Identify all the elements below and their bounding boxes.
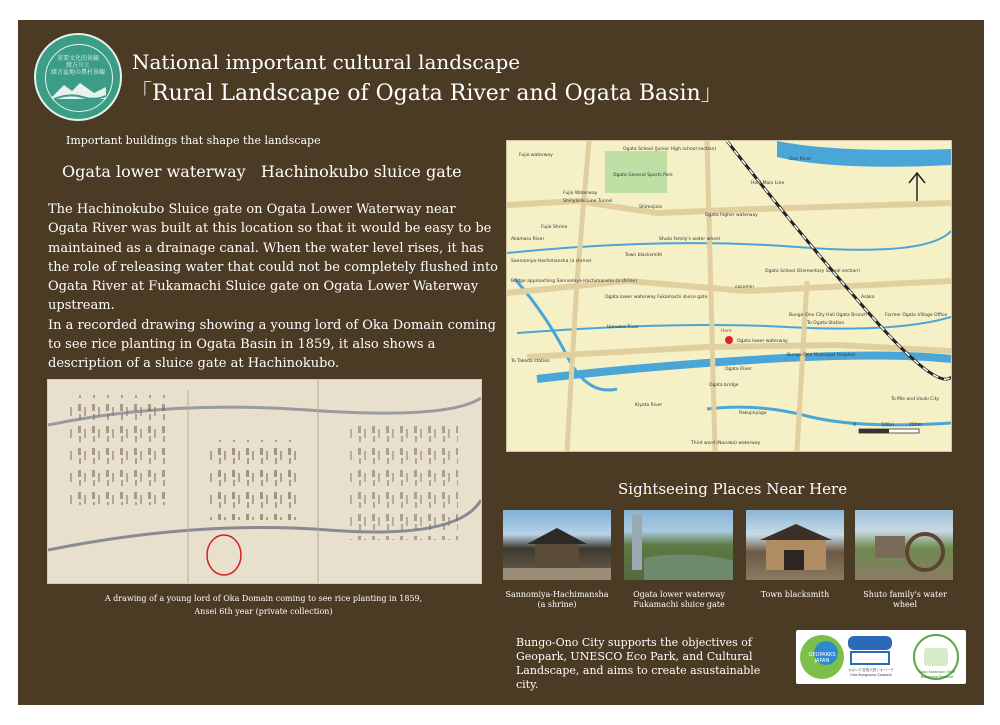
description-paragraph: In a recorded drawing showing a young lord of Oka Domain coming to see rice planting in Ogata Basin in 1859, it also shows a description of a sluice gate at Hachinokubo. xyxy=(48,317,496,372)
footer-statement: Bungo-Ono City supports the objectives of Geopark, UNESCO Eco Park, and Cultural Landscape, and aims to create asustainable city. xyxy=(516,636,761,691)
biosphere-logo-text: Sobo Katamuki Okue Biosphere Reserve xyxy=(918,670,956,679)
photo-caption: Town blacksmith xyxy=(760,590,830,599)
description-text xyxy=(48,200,498,374)
map-label: Fujio Shrine xyxy=(541,225,568,230)
map-label: Ogata School (Junior High school section) xyxy=(623,147,717,152)
description-paragraph: The Hachinokubo Sluice gate on Ogata Lower Waterway near Ogata River was built at this location so that it would be easy to be maintained as a drainage canal. When the water level rises, it has the role of releasing water that could not be completely flushed into Ogata River at Fukamachi Sluice gate on Ogata Lower Waterway upstream. xyxy=(48,202,498,314)
map-label: Asaka xyxy=(861,295,875,300)
map-scale-label: 200m xyxy=(909,423,922,428)
map-label: Ogata lower waterway xyxy=(737,339,788,344)
map-label: Ogata bridge xyxy=(709,383,739,388)
map-label: Ogata higher waterway xyxy=(705,213,758,218)
bungo-ono-geopark-logo-text: おおいた豊後大野ジオパーク Oita Bungoono Geopark xyxy=(848,668,894,677)
map-label: To Takeda station xyxy=(511,359,550,364)
map-label: Ogata lower waterway Fukamachi sluice gate xyxy=(605,295,708,300)
map-label: Bungo-Ono City Hall Ogata Branch xyxy=(789,313,868,318)
cultural-landscape-seal: 重要文化的景観 緒方川と 緒方盆地の農村景観 xyxy=(34,33,122,121)
map-label: Fujio Waterway xyxy=(563,191,598,196)
map-label: Third word (Nonaka) waterway xyxy=(691,441,761,446)
title-line1: National important cultural landscape xyxy=(132,50,521,74)
title-line2: 「Rural Landscape of Ogata River and Ogata Basin」 xyxy=(130,81,723,106)
map-label: Town blacksmith xyxy=(625,253,663,258)
map-label: To Ogata Station xyxy=(807,321,845,326)
map-label: Here xyxy=(721,329,732,334)
photo-caption: Shuto family's water wheel xyxy=(863,590,947,609)
map-label: Ogata River xyxy=(725,367,752,372)
photo-fukamachi xyxy=(624,510,733,580)
map-scale-label: 100m xyxy=(881,423,894,428)
seal-landscape-icon xyxy=(50,79,108,101)
map-label: Shimojizai xyxy=(639,205,662,210)
map-label: Hohi Main Line xyxy=(751,181,785,186)
map-label: Ogata School (Elementary School section) xyxy=(765,269,860,274)
map-label: Uonuma River xyxy=(607,325,639,330)
map-label: Akamaru River xyxy=(511,237,545,242)
area-map xyxy=(506,140,952,452)
map-label: Ogata General Sports Park xyxy=(613,173,673,178)
map-label: Shuto family's water wheel xyxy=(659,237,720,242)
photo-caption: Sannomiya-Hachimansha (a shrine) xyxy=(505,590,609,609)
map-label: To Mie and Usuki City xyxy=(891,397,939,402)
map-label: Shinyasiki Line Tunnel xyxy=(563,199,613,204)
section-heading: Ogata lower waterway Hachinokubo sluice gate xyxy=(62,162,462,181)
sightseeing-title: Sightseeing Places Near Here xyxy=(618,480,848,498)
map-label: Ono River xyxy=(789,157,812,162)
partner-logos xyxy=(796,630,966,684)
geopark-logo-text: GEOPARKS JAPAN xyxy=(808,652,836,664)
map-label: Former Ogata Village Office xyxy=(885,313,948,318)
map-label: Rakujinyago xyxy=(739,411,767,416)
photo-caption: Ogata lower waterway Fukamachi sluice gate xyxy=(633,590,725,609)
section-subtitle: Important buildings that shape the landscape xyxy=(66,134,321,147)
map-label: Bridge approaching Sannomiya-Hachimansha (a shrine) xyxy=(511,279,638,284)
photo-town-blacksmith xyxy=(746,510,844,580)
map-label: Kiyota River xyxy=(635,403,663,408)
map-scale-label: 0 xyxy=(853,423,856,428)
historical-drawing xyxy=(47,379,482,584)
photo-sannomiya xyxy=(503,510,611,580)
map-label: cocomin xyxy=(735,285,754,290)
map-label: Sannomiya-Hachimansha (a shrine) xyxy=(511,259,592,264)
drawing-caption: A drawing of a young lord of Oka Domain coming to see rice planting in 1859, Ansei 6th year (private collection) xyxy=(104,594,423,616)
map-label: Bungo-Ono Municipal Hospital xyxy=(787,353,856,358)
photo-shuto-water-wheel xyxy=(855,510,953,580)
map-label: Fujio waterway xyxy=(519,153,553,158)
